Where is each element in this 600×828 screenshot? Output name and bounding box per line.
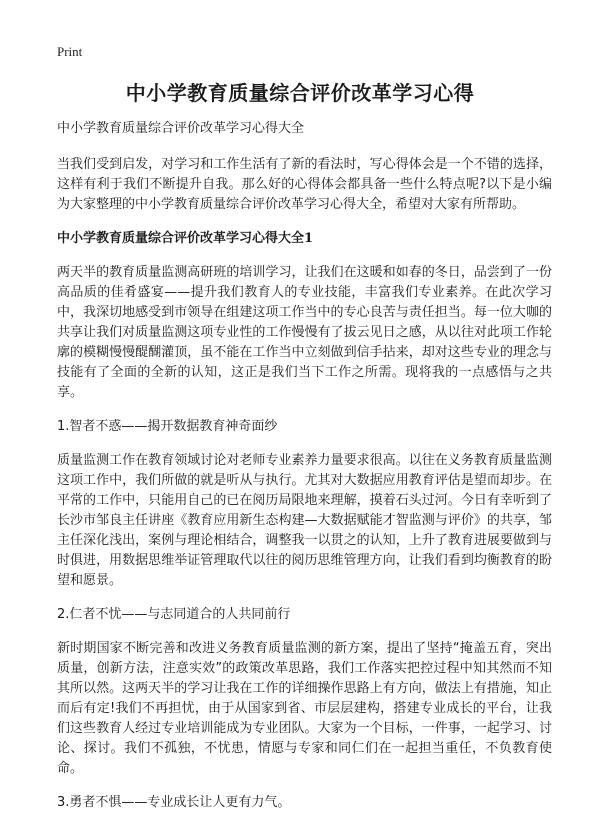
point-2-paragraph: 新时期国家不断完善和改进义务教育质量监测的新方案，提出了坚持“掩盖五育，突出质量，创新方法，注意实效”的政策改革思路，我们工作落实把控过程中知其然而不知其所以然。这两天半的学习让我在工作的详细操作思路上有方向，做法上有措施，知止而后有定!我们不再担忧，由于从国家到省、市层层建构，搭建专业成长的平台，让我们这些教育人经过专业培训能成为专业团队。大家为一个目标，一件事，一起学习、讨论、探讨。我们不孤独，不忧患，情愿与专家和同仁们在一起担当重任，不负教育使命。 xyxy=(57,641,552,776)
print-link[interactable]: Print xyxy=(57,44,83,59)
page-title: 中小学教育质量综合评价改革学习心得 xyxy=(125,81,475,105)
article-subtitle: 中小学教育质量综合评价改革学习心得大全 xyxy=(57,121,305,136)
article-body xyxy=(57,119,552,827)
point-1-heading: 1.智者不惑——揭开数据教育神奇面纱 xyxy=(57,419,278,434)
point-2-heading: 2.仁者不忧——与志同道合的人共同前行 xyxy=(57,607,291,622)
section-heading: 中小学教育质量综合评价改革学习心得大全1 xyxy=(57,231,314,246)
intro-paragraph: 当我们受到启发，对学习和工作生活有了新的看法时，写心得体会是一个不错的选择，这样有利于我们不断提升自我。那么好的心得体会都具备一些什么特点呢?以下是小编为大家整理的中小学教育质量综合评价改革学习心得大全，希望对大家有所帮助。 xyxy=(57,157,552,212)
point-3-heading: 3.勇者不惧——专业成长让人更有力气。 xyxy=(57,795,291,810)
point-1-paragraph: 质量监测工作在教育领域讨论对老师专业素养力量要求很高。以往在义务教育质量监测这项工作中，我们所做的就是听从与执行。尤其对大数据应用教育评估是望而却步。在平常的工作中，只能用自己的已在阅历局限地来理解，摸着石头过河。今日有幸听到了长沙市邹良主任讲座《教育应用新生态构建—大数据赋能才智监测与评价》的共享，邹主任深化浅出，案例与理论相结合，调整我一以贯之的认知，上升了教育进展要做到与时俱进，用数据思维举证管理取代以往的阅历思维管理方向，让我们看到均衡教育的盼望和愿景。 xyxy=(57,453,552,588)
section-intro-paragraph: 两天半的教育质量监测高研班的培训学习，让我们在这暖和如春的冬日，品尝到了一份高品质的佳肴盛宴——提升我们教育人的专业技能，丰富我们专业素养。在此次学习中，我深切地感受到市领导在组建这项工作当中的专心良苦与责任担当。每一位大咖的共享让我们对质量监测这项专业性的工作慢慢有了拔云见日之感，从以往对此项工作轮廓的模糊慢慢醍醐灌顶，虽不能在工作当中立刻做到信手拈来，却对这些专业的理念与技能有了全面的全新的认知，这正是我们当下工作之所需。现将我的一点感悟与之共享。 xyxy=(57,265,552,400)
